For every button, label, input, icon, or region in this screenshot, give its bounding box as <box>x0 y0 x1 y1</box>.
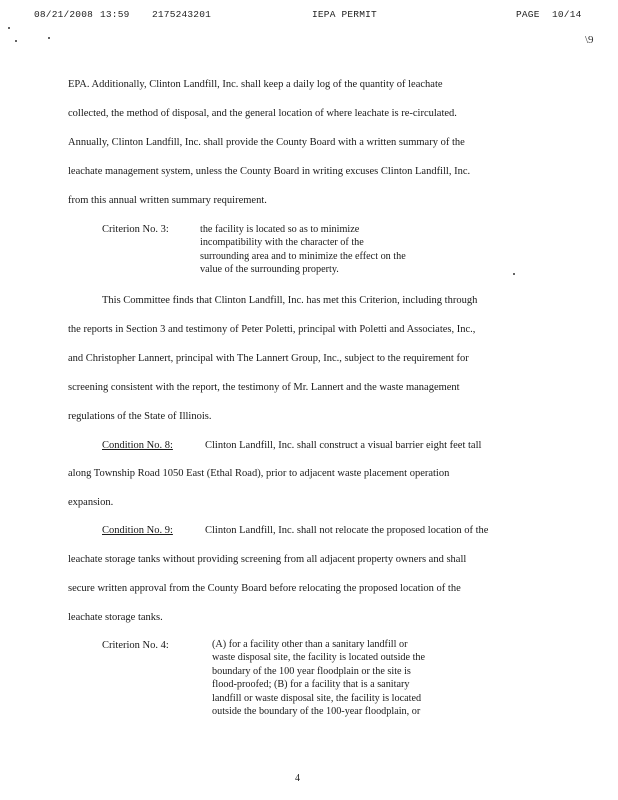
paragraph-1-line: collected, the method of disposal, and the general location of where leachate is re-circulated. <box>68 108 457 119</box>
criterion-4-label: Criterion No. 4: <box>102 640 169 651</box>
criterion-3-label: Criterion No. 3: <box>102 224 169 235</box>
paragraph-2-line: screening consistent with the report, the testimony of Mr. Lannert and the waste management <box>68 382 460 393</box>
corner-handwritten-mark: \9 <box>585 34 594 46</box>
criterion-4-line: outside the boundary of the 100-year floodplain, or <box>212 706 421 718</box>
fax-page-number: 10/14 <box>552 9 582 20</box>
criterion-3-line: value of the surrounding property. <box>200 264 339 276</box>
fax-phone: 2175243201 <box>152 9 212 20</box>
scan-speck <box>15 40 17 42</box>
scan-speck <box>8 27 10 29</box>
fax-header <box>0 9 618 23</box>
paragraph-2-line: the reports in Section 3 and testimony of Peter Poletti, principal with Poletti and Associates, Inc., <box>68 324 476 335</box>
criterion-4-line: landfill or waste disposal site, the facility is located <box>212 692 422 704</box>
condition-8-line: expansion. <box>68 497 114 508</box>
criterion-4-line: (A) for a facility other than a sanitary landfill or <box>212 639 408 650</box>
scan-speck <box>513 273 515 275</box>
page-number: 4 <box>295 773 300 784</box>
criterion-4-text <box>212 638 425 718</box>
criterion-3-line: surrounding area and to minimize the effect on the <box>200 250 406 262</box>
condition-9-line: secure written approval from the County Board before relocating the proposed location of the <box>68 583 461 594</box>
condition-9-first-line: Clinton Landfill, Inc. shall not relocate the proposed location of the <box>205 525 489 536</box>
criterion-4-line: waste disposal site, the facility is located outside the <box>212 652 426 664</box>
fax-time: 13:59 <box>100 9 130 20</box>
condition-9-line: leachate storage tanks. <box>68 612 163 623</box>
fax-page-label: PAGE <box>516 9 540 20</box>
paragraph-2-line: This Committee finds that Clinton Landfill, Inc. has met this Criterion, including through <box>102 295 478 306</box>
condition-9-label: Condition No. 9: <box>102 525 173 536</box>
paragraph-1-line: EPA. Additionally, Clinton Landfill, Inc. shall keep a daily log of the quantity of leachate <box>68 79 443 90</box>
paragraph-1-line: Annually, Clinton Landfill, Inc. shall provide the County Board with a written summary of the <box>68 137 465 148</box>
criterion-3-text <box>200 223 406 277</box>
condition-8-line: along Township Road 1050 East (Ethal Road), prior to adjacent waste placement operation <box>68 468 450 479</box>
criterion-3-line: the facility is located so as to minimize <box>200 224 360 235</box>
scan-speck <box>48 37 50 39</box>
condition-9-line: leachate storage tanks without providing screening from all adjacent property owners and shall <box>68 554 467 565</box>
paragraph-2-line: and Christopher Lannert, principal with The Lannert Group, Inc., subject to the requirement for <box>68 353 469 364</box>
criterion-3-line: incompatibility with the character of the <box>200 237 364 249</box>
condition-8-label: Condition No. 8: <box>102 440 173 451</box>
fax-title: IEPA PERMIT <box>312 9 377 20</box>
paragraph-2-line: regulations of the State of Illinois. <box>68 411 212 422</box>
paragraph-1-line: from this annual written summary requirement. <box>68 195 267 206</box>
condition-8-first-line: Clinton Landfill, Inc. shall construct a visual barrier eight feet tall <box>205 440 482 451</box>
fax-date: 08/21/2008 <box>34 9 94 20</box>
paragraph-1-line: leachate management system, unless the County Board in writing excuses Clinton Landfill, Inc. <box>68 166 471 177</box>
criterion-4-line: flood-proofed; (B) for a facility that is a sanitary <box>212 679 410 691</box>
criterion-4-line: boundary of the 100 year floodplain or the site is <box>212 665 411 677</box>
